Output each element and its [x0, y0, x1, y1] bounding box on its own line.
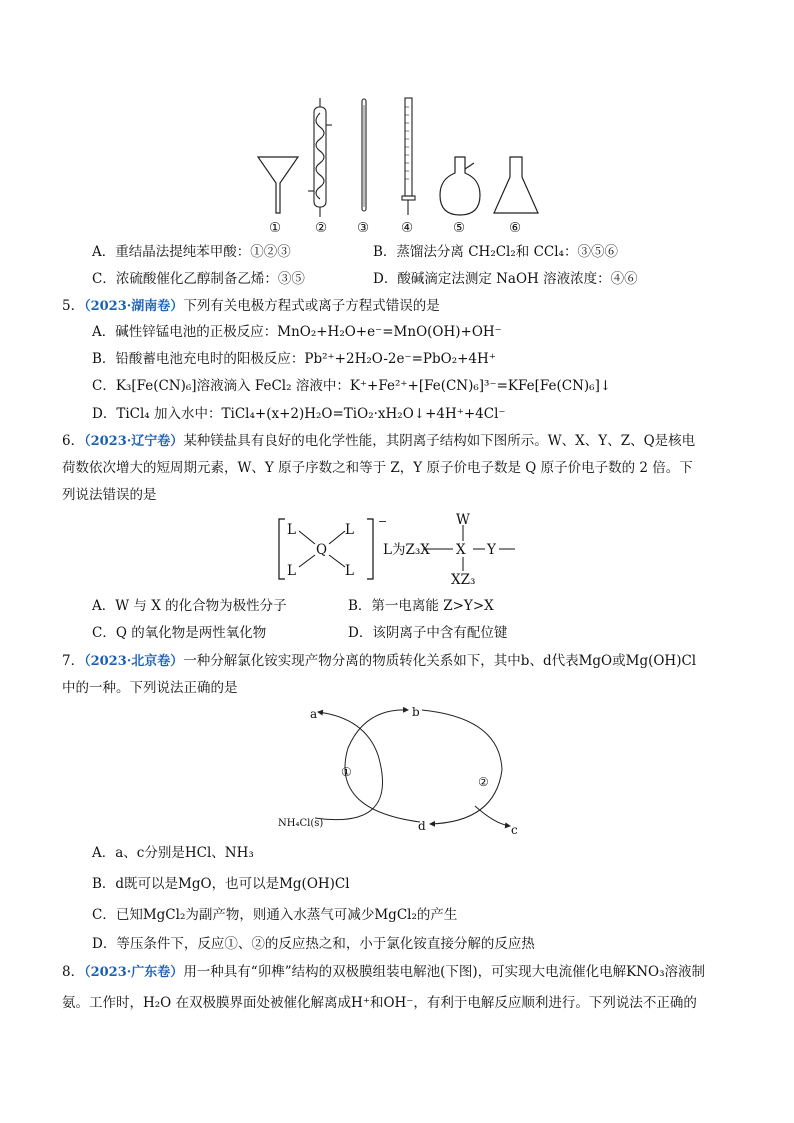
q7-stem-text-1: 一种分解氯化铵实现产物分离的物质转化关系如下，其中b、d代表MgO或Mg(OH)Cl	[183, 653, 697, 669]
q7-node-d: d	[418, 819, 426, 833]
q6-stem-text-1: 某种镁盐具有良好的电化学性能，其阴离子结构如下图所示。W、X、Y、Z、Q是核电	[183, 433, 696, 449]
q5-option-c: C．K₃[Fe(CN)₆]溶液滴入 FeCl₂ 溶液中：K⁺+Fe²⁺+[Fe(CN)₆]³⁻=KFe[Fe(CN)₆]↓	[92, 378, 612, 394]
q6-atom-y: Y	[487, 542, 496, 558]
q7-source: （2023·北京卷）	[84, 654, 184, 669]
q4-option-d: D．酸碱滴定法测定 NaOH 溶液浓度：④⑥	[373, 271, 638, 287]
q5-option-a: A．碱性锌锰电池的正极反应：MnO₂+H₂O+e⁻=MnO(OH)+OH⁻	[92, 324, 502, 340]
q7-node-nh4cl: NH₄Cl(s)	[278, 818, 324, 829]
q8-source: （2023·广东卷）	[84, 965, 184, 980]
q5-source: （2023·湖南卷）	[84, 299, 184, 314]
q6-ligand-bl: L	[287, 563, 296, 579]
round-bottom-flask-icon	[440, 157, 480, 215]
q8-number: 8．	[62, 964, 85, 980]
q5-option-b: B．铅酸蓄电池充电时的阳极反应：Pb²⁺+2H₂O-2e⁻=PbO₂+4H⁺	[92, 351, 496, 367]
q6-stem-line2: 荷数依次增大的短周期元素，W、Y 原子序数之和等于 Z，Y 原子价电子数是 Q 原子价电子数的 2 倍。下	[62, 460, 693, 476]
q8-stem-line2: 氨。工作时，H₂O 在双极膜界面处被催化解离成H⁺和OH⁻，有利于电解反应顺利进行。下列说法不正确的	[62, 995, 697, 1011]
apparatus-label-1: ①	[269, 220, 282, 236]
q7-reaction-1: ①	[341, 765, 352, 779]
q6-atom-x: X	[456, 542, 466, 558]
apparatus-figure	[250, 95, 550, 240]
q7-node-b: b	[412, 705, 420, 719]
q6-charge: −	[378, 515, 388, 528]
thermometer-icon	[362, 99, 366, 211]
q6-group-xz3: XZ₃	[451, 572, 476, 588]
q4-option-b: B．蒸馏法分离 CH₂Cl₂和 CCl₄：③⑤⑥	[373, 244, 618, 260]
q6-stem-line3: 列说法错误的是	[62, 487, 157, 503]
apparatus-label-4: ④	[401, 220, 414, 236]
q6-source: （2023·辽宁卷）	[84, 434, 184, 449]
q4-option-a: A．重结晶法提纯苯甲酸：①②③	[92, 244, 291, 260]
q5-number: 5．	[62, 298, 85, 314]
apparatus-label-5: ⑤	[453, 220, 466, 236]
q7-option-d: D．等压条件下，反应①、②的反应热之和，小于氯化铵直接分解的反应热	[92, 936, 535, 952]
q6-atom-w: W	[456, 512, 470, 528]
q4-option-c: C．浓硫酸催化乙醇制备乙烯：③⑤	[92, 271, 305, 287]
q7-node-a: a	[310, 707, 318, 721]
conical-flask-icon	[494, 157, 538, 213]
q7-number: 7．	[62, 653, 85, 669]
condenser-icon	[308, 98, 332, 217]
q6-stem-line1	[62, 431, 695, 452]
q8-stem-line1	[62, 962, 705, 983]
q7-reaction-2: ②	[478, 775, 489, 789]
q5-option-d: D．TiCl₄ 加入水中：TiCl₄+(x+2)H₂O=TiO₂·xH₂O↓+4H⁺+4Cl⁻	[92, 406, 506, 422]
q7-option-c: C．已知MgCl₂为副产物，则通入水蒸气可减少MgCl₂的产生	[92, 907, 458, 923]
q8-stem-text-1: 用一种具有“卯榫”结构的双极膜组装电解池(下图)，可实现大电流催化电解KNO₃溶液制	[183, 964, 706, 980]
apparatus-label-3: ③	[357, 220, 370, 236]
q7-node-c: c	[511, 823, 518, 837]
q7-stem-line2: 中的一种。下列说法正确的是	[62, 680, 238, 696]
q6-ligand-br: L	[345, 563, 354, 579]
q6-option-a: A．W 与 X 的化合物为极性分子	[92, 598, 287, 614]
q7-option-a: A．a、c分别是HCl、NH₃	[92, 845, 254, 861]
q5-stem-text: 下列有关电极方程式或离子方程式错误的是	[183, 298, 440, 314]
apparatus-label-6: ⑥	[509, 220, 522, 236]
funnel-icon	[258, 157, 298, 213]
q6-center-q: Q	[316, 542, 328, 558]
q6-option-d: D．该阴离子中含有配位键	[348, 625, 508, 641]
q7-stem-line1	[62, 651, 696, 672]
q6-number: 6．	[62, 433, 85, 449]
q6-option-b: B．第一电离能 Z>Y>X	[348, 598, 494, 614]
q5-stem	[62, 296, 440, 317]
q6-ligand-tr: L	[345, 522, 354, 538]
q7-option-b: B．d既可以是MgO，也可以是Mg(OH)Cl	[92, 876, 350, 892]
burette-icon	[402, 98, 415, 215]
q6-ligand-definition: L为Z₃X	[383, 542, 430, 558]
q6-option-c: C．Q 的氧化物是两性氧化物	[92, 625, 267, 641]
apparatus-label-2: ②	[315, 220, 328, 236]
q6-ligand-tl: L	[287, 522, 296, 538]
